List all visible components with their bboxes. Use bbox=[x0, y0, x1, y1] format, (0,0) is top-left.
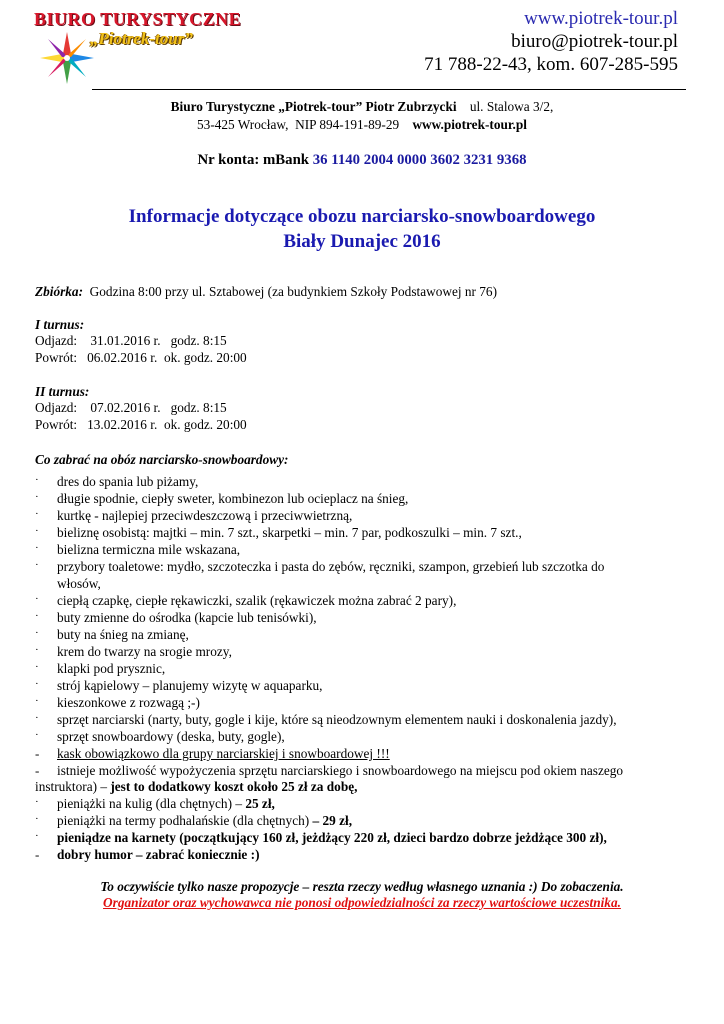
departure-label: Odjazd: bbox=[35, 333, 78, 348]
return-date: 06.02.2016 r. bbox=[87, 350, 158, 365]
company-city: 53-425 Wrocław, bbox=[197, 117, 289, 132]
departure-label: Odjazd: bbox=[35, 400, 78, 415]
turn-2-return bbox=[35, 417, 247, 433]
page-subtitle: Biały Dunajec 2016 bbox=[283, 231, 441, 252]
departure-date: 31.01.2016 r. bbox=[90, 333, 161, 348]
return-time: ok. godz. 20:00 bbox=[163, 417, 247, 432]
return-label: Powrót: bbox=[35, 350, 78, 365]
company-nip: NIP 894-191-89-29 bbox=[295, 117, 400, 132]
departure-time: godz. 8:15 bbox=[170, 400, 227, 415]
bank-account-label: Nr konta: mBank bbox=[197, 152, 310, 168]
meeting-label: Zbiórka: bbox=[35, 284, 84, 299]
turn-1-title: I turnus: bbox=[35, 317, 85, 332]
logo-subtitle: „Piotrek-tour” bbox=[90, 29, 193, 48]
bank-account bbox=[0, 152, 724, 169]
return-time: ok. godz. 20:00 bbox=[163, 350, 247, 365]
return-label: Powrót: bbox=[35, 417, 78, 432]
company-website[interactable]: www.piotrek-tour.pl bbox=[412, 117, 527, 132]
logo-title: BIURO TURYSTYCZNE bbox=[34, 9, 242, 29]
header-phone: 71 788-22-43, kom. 607-285-595 bbox=[424, 54, 678, 75]
meeting-info bbox=[35, 284, 497, 300]
company-street: ul. Stalowa 3/2, bbox=[469, 99, 554, 114]
bank-account-number: 36 1140 2004 0000 3602 3231 9368 bbox=[312, 152, 527, 168]
list-item-rental-continuation: instruktora) – jest to dodatkowy koszt około 25 zł za dobę, bbox=[35, 779, 358, 794]
departure-time: godz. 8:15 bbox=[170, 333, 227, 348]
company-name: Biuro Turystyczne „Piotrek-tour” Piotr Zubrzycki bbox=[170, 99, 457, 114]
closing-note: To oczywiście tylko nasze propozycje – reszta rzeczy według własnego uznania :) Do zobaczenia. bbox=[100, 879, 624, 894]
packing-title: Co zabrać na obóz narciarsko-snowboardowy: bbox=[35, 452, 289, 467]
company-address-line2 bbox=[0, 117, 724, 133]
return-date: 13.02.2016 r. bbox=[87, 417, 158, 432]
turn-2-title: II turnus: bbox=[35, 384, 90, 399]
compass-star-logo-icon bbox=[38, 30, 96, 86]
turn-2-departure bbox=[35, 400, 227, 416]
page-title: Informacje dotyczące obozu narciarsko-snowboardowego bbox=[128, 206, 596, 227]
turn-1-departure bbox=[35, 333, 227, 349]
company-address-line1 bbox=[0, 99, 724, 115]
meeting-text: Godzina 8:00 przy ul. Sztabowej (za budynkiem Szkoły Podstawowej nr 76) bbox=[89, 284, 497, 299]
departure-date: 07.02.2016 r. bbox=[90, 400, 161, 415]
header-divider bbox=[92, 89, 686, 90]
header-website-link[interactable]: www.piotrek-tour.pl bbox=[524, 8, 678, 29]
turn-1-return bbox=[35, 350, 247, 366]
header-email[interactable]: biuro@piotrek-tour.pl bbox=[511, 31, 678, 52]
liability-warning: Organizator oraz wychowawca nie ponosi odpowiedzialności za rzeczy wartościowe uczestnika. bbox=[103, 895, 621, 910]
